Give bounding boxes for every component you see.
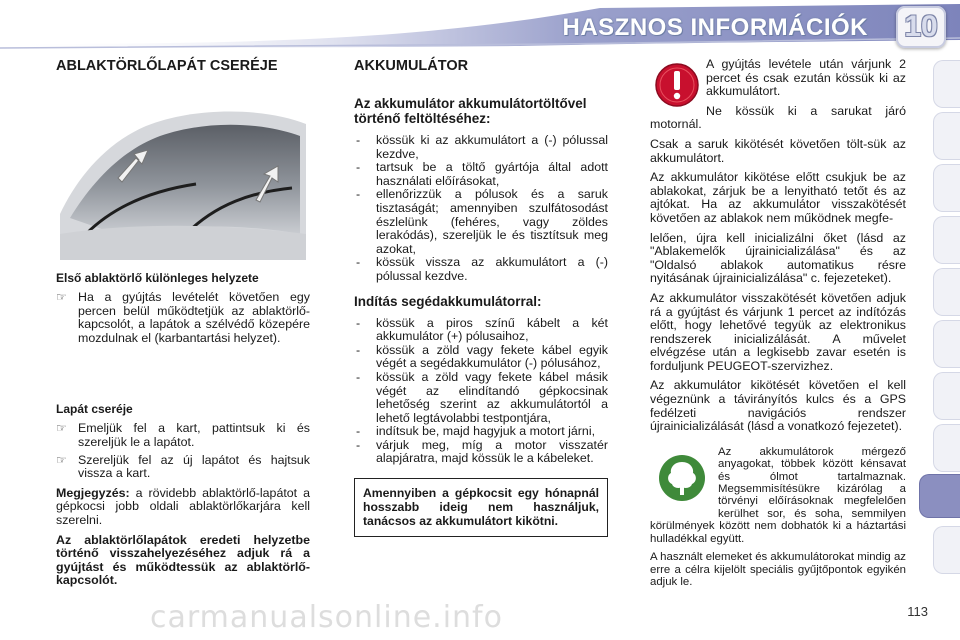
paragraph: Csak a saruk kikötését követően tölt-sük az akkumulátort. bbox=[650, 136, 906, 165]
jump-start-steps bbox=[354, 317, 608, 467]
blade-replacement-list bbox=[56, 422, 310, 480]
windshield-wiper-illustration bbox=[56, 84, 310, 262]
charging-steps bbox=[354, 134, 608, 284]
list-item: - kössük a piros színű kábelt a két akkumulátor (+) pólusaihoz, bbox=[354, 317, 608, 344]
paragraph: Az akkumulátor kikötését követően el kell végeznünk a távirányítós kulcs és a GPS fedélzeti navigációs rendszer újrainicializálását (lásd a vonatkozó fejezetet). bbox=[650, 378, 906, 434]
side-tab[interactable] bbox=[933, 164, 960, 212]
side-tab-active-chapter-10[interactable] bbox=[919, 474, 960, 518]
chapter-badge bbox=[896, 6, 946, 48]
tree-environment-icon bbox=[658, 454, 706, 502]
side-tab[interactable] bbox=[933, 112, 960, 160]
page-header bbox=[0, 0, 960, 52]
side-tab[interactable] bbox=[933, 526, 960, 574]
environment-text-2: A használt elemeket és akkumulátorokat mindig az erre a célra kijelölt speciális gyűjtőpontok egyikén adjuk le. bbox=[650, 551, 906, 588]
pointing-hand-icon: ☞ bbox=[56, 452, 67, 467]
list-item: ☞ Ha a gyújtás levételét követően egy percen belül működtetjük az ablaktörlő-kapcsolót, a lapátok a szélvédő közepére mozdulnak el (karbantartási helyzet). bbox=[56, 290, 310, 345]
column-battery-notes bbox=[650, 58, 906, 594]
paragraph: Az akkumulátor visszakötését követően adjuk rá a gyújtást és várjunk 1 percet az indítózás előtt, hogy lehetővé tegyük az elektronikus rendszerek inicializálását. A művelet elvégzése után a legkisebb zavar esetén is forduljunk PEUGEOT-szervizhez. bbox=[650, 290, 906, 373]
special-position-heading: Első ablaktörlő különleges helyzete bbox=[56, 271, 259, 285]
paragraph: Az akkumulátor kikötése előtt csukjuk be az ablakokat, zárjuk be a lenyitható tetőt és az ajtókat. Ha az akkumulátor visszakötését követően az ablakok nem működnek megfe- bbox=[650, 170, 906, 225]
jump-start-heading: Indítás segédakkumulátorral: bbox=[354, 293, 542, 309]
list-item: ☞ Szereljük fel az új lapátot és hajtsuk vissza a kart. bbox=[56, 452, 310, 481]
storage-notice-text: Amennyiben a gépkocsit egy hónapnál hosszabb ideig nem használjuk, tanácsos az akkumulátort kikötni. bbox=[363, 486, 599, 529]
list-item: - ellenőrizzük a pólusok és a saruk tisztaságát; amennyiben szulfátosodást észlelünk (fehéres, vagy zöldes lerakódás), szereljük le és tisztítsuk meg azokat, bbox=[354, 188, 608, 256]
page-number: 113 bbox=[907, 604, 928, 619]
side-tab[interactable] bbox=[933, 216, 960, 264]
page-title: HASZNOS INFORMÁCIÓK bbox=[562, 14, 868, 41]
side-tab[interactable] bbox=[933, 424, 960, 472]
paragraph: lelően, újra kell inicializálni őket (lásd az "Ablakemelők újrainicializálása" és az "Oldalsó ablakok automatikus résre nyitásának újrainicializálása" c. fejezeteket). bbox=[650, 230, 906, 286]
environment-text-1: Az akkumulátorok mérgező anyagokat, többek között kénsavat és ólmot tartalmaznak. Megsemmisítésükre kizárólag a törvényi előírásoknak megfelelően kerülhet sor, és soha, semmilyen körülmények között nem dobhatók ki a háztartási hulladékkal együtt. bbox=[650, 445, 906, 545]
blade-replacement-heading: Lapát cseréje bbox=[56, 402, 133, 417]
list-item: - várjuk meg, míg a motor visszatér alapjáratra, majd kössük le a kábeleket. bbox=[354, 439, 608, 466]
list-item: - kössük a zöld vagy fekete kábel másik végét az elindítandó gépkocsinak lehetőség szerint az akkumulátortól a lehető legtávolabbi testpontjára, bbox=[354, 371, 608, 425]
side-tab[interactable] bbox=[933, 268, 960, 316]
list-item: - tartsuk be a töltő gyártója által adott használati előírásokat, bbox=[354, 161, 608, 188]
list-item: - kössük vissza az akkumulátort a (-) pólussal kezdve. bbox=[354, 256, 608, 283]
watermark: carmanualsonline.info bbox=[150, 600, 503, 635]
section-title-wiper: ABLAKTÖRLŐLAPÁT CSERÉJE bbox=[56, 58, 278, 74]
warning-block bbox=[650, 58, 906, 132]
column-wiper bbox=[56, 58, 310, 594]
environment-block bbox=[650, 446, 906, 588]
charging-heading: Az akkumulátor akkumulátortöltővel történő feltöltéséhez: bbox=[354, 96, 587, 126]
list-item: ☞ Emeljük fel a kart, pattintsuk ki és szereljük le a lapátot. bbox=[56, 421, 310, 449]
warning-text-1: A gyújtás levétele után várjunk 2 percet és csak ezután kössük ki az akkumulátort. bbox=[706, 57, 906, 99]
storage-notice-box bbox=[354, 478, 608, 537]
side-tab[interactable] bbox=[933, 320, 960, 368]
side-tab[interactable] bbox=[933, 60, 960, 108]
chapter-number: 10 bbox=[904, 10, 938, 43]
list-item: - indítsuk be, majd hagyjuk a motort járni, bbox=[354, 425, 608, 439]
pointing-hand-icon: ☞ bbox=[56, 421, 67, 436]
note-paragraph: Megjegyzés: a rövidebb ablaktörlő-lapátot a gépkocsi jobb oldali ablaktörlőkarjára kell szerelni. bbox=[56, 485, 310, 527]
side-tab[interactable] bbox=[933, 372, 960, 420]
list-item: - kössük a zöld vagy fekete kábel egyik végét a segédakkumulátor (-) pólusához, bbox=[354, 344, 608, 371]
special-position-list bbox=[56, 291, 310, 345]
note-label: Megjegyzés: bbox=[56, 485, 130, 500]
chapter-side-tabs bbox=[920, 60, 960, 620]
column-battery bbox=[354, 58, 608, 537]
reset-instruction: Az ablaktörlőlapátok eredeti helyzetbe történő visszahelyezéséhez adjuk rá a gyújtást és működtessük az ablaktörlő-kapcsolót. bbox=[56, 532, 310, 588]
warning-text-2: Ne kössük ki a sarukat járó motornál. bbox=[650, 103, 906, 132]
exclamation-warning-icon bbox=[654, 62, 700, 108]
pointing-hand-icon: ☞ bbox=[56, 290, 67, 304]
section-title-battery: AKKUMULÁTOR bbox=[354, 58, 469, 74]
list-item: - kössük ki az akkumulátort a (-) pólussal kezdve, bbox=[354, 134, 608, 161]
